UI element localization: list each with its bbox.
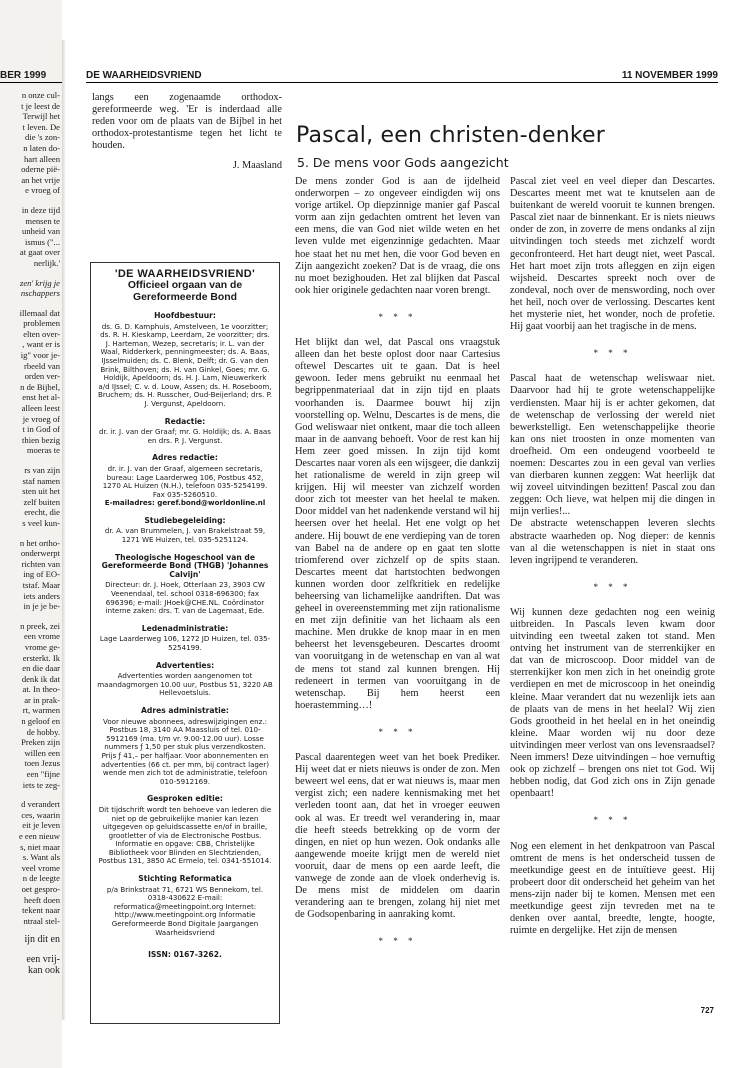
article-subtitle: 5. De mens voor Gods aangezicht (297, 155, 509, 170)
article-paragraph: Nog een element in het denkpatroon van Pascal omtrent de mens is het onderscheid tussen de meetkundige geest en de intuïtieve geest. Hij probeert door dit onderscheid het geheim van het mens-zijn nader bij te komen. Mensen met een meetkundige geest zijn tevreden met na te denken over aantal, breedte, lengte, hoogte, ruimte en dergelijke. Het zijn de mensen (510, 840, 715, 937)
colophon-text: p/a Brinkstraat 71, 6721 WS Bennekom, tel. 0318-430622 E-mail: reformatica@meetingpoint.org Internet: http://www.meetingpoint.org Informatie Gereformeerde Bond Digitale Jaargangen Waarheidsvriend (106, 884, 264, 937)
previous-article-ending: langs een zogenaamde orthodox-gereformeerde weg. 'Er is inderdaad alle reden voor om de plaats van de Bijbel in het orthodox-protestantisme tegen het licht te houden. (92, 92, 282, 152)
article-column-right (510, 176, 715, 937)
colophon-heading: Studiebegeleiding: (144, 515, 226, 525)
section-divider: * * * (593, 581, 632, 592)
section-divider: * * * (378, 936, 417, 947)
colophon-text: ds. G. D. Kamphuis, Amstelveen, 1e voorzitter; ds. R. H. Kieskamp, Leerdam, 2e voorzitter; drs. J. Harteman, Wezep, secretaris; ir. L. van der Waal, Ridderkerk, penningmeester; ds. A. Baas, IJsselmuiden; ds. C. Blenk, Delft; dr. G. van den Brink, Bilthoven; ds. H. van Ginkel, Goes; mr. G. Holdijk, Apeldoorn; ds. H. J. Lam, Nieuwerkerk a/d IJssel; C. v. d. Louw, Assen; ds. H. Roseboom, Bruchem; ds. H. Russcher, Oud-Beijerland; drs. P. J. Vergunst, Apeldoorn. (97, 321, 273, 408)
section-divider: * * * (378, 726, 417, 737)
colophon-text: Advertenties worden aangenomen tot maandagmorgen 10.00 uur, Postbus 51, 3220 AB Hellevoetsluis. (97, 671, 273, 698)
colophon-text: dr. ir. J. van der Graaf; mr. G. Holdijk; ds. A. Baas en drs. P. J. Vergunst. (99, 427, 271, 445)
article-paragraph: Pascal daarentegen weet van het boek Prediker. Hij weet dat er niets nieuws is onder de zon. Men beweert wel eens, dat er wat nieuws is, maar men vergist zich; een nadere kennismaking met het verleden toont aan, dat het in vroeger eeuwen ook al was. Er treedt wel verandering in, maar die heeft steeds betrekking op de vorm der dingen, en niet op hun wezen. Ook ondanks alle aangewende moeite krijgt men de wereld niet vooruit, daar de mens op een aarde leeft, die vanwege de zonde aan de vloek onderhevig is. De mens mist de middelen om daarin verandering aan te brengen, zolang hij niet met de Godsopenbaring in aanraking komt. (295, 752, 500, 921)
article-column-middle (295, 176, 500, 961)
prev-paragraph: n onze cul- t je leest de Terwijl het t leven. De die 's zon- n laten do- hart alleen oderne pië- an het vrije e vroeg of (21, 90, 60, 196)
colophon-subtitle: Officieel orgaan van de Gereformeerde Bond (127, 280, 243, 303)
colophon-heading: Adres administratie: (141, 705, 229, 715)
prev-paragraph: een vrij- kan ook (26, 953, 60, 976)
colophon-heading: Ledenadministratie: (141, 623, 229, 633)
colophon-heading: Advertenties: (155, 660, 215, 670)
colophon-heading: Adres redactie: (152, 453, 218, 463)
section-divider: * * * (593, 815, 632, 826)
colophon-heading: Redactie: (164, 416, 206, 426)
colophon-heading: Theologische Hogeschool van de Gereformeerde Bond (THGB) 'Johannes Calvijn' (101, 552, 269, 579)
colophon-heading: Hoofdbestuur: (154, 311, 216, 320)
colophon-heading: Gesproken editie: (147, 794, 223, 804)
article-paragraph: De mens zonder God is aan de ijdelheid onderworpen – zo ongeveer eindigden wij ons vorige artikel. Op diepzinnige manier gaf Pascal vorm aan zijn gedachten omtrent het leven van een mens, die van God niet wilde weten en het leven vulde met eigenzinnige gedachten. Maar hoe staat het nu met hen, die voor God beven en Zijn aangezicht zoeken? Dat is de vraag, die ons nu moet bezighouden. Het zal blijken dat Pascal ook hier originele gedachten naar voren brengt. (295, 176, 500, 296)
colophon-text: Dit tijdschrift wordt ten behoeve van lederen die niet op de gebruikelijke manier kan lezen uitgegeven op geluidscassette en/of in braille, grootletter of via de Electronische Postbus. Informatie en opgave: CBB, Christelijke Bibliotheek voor Blinden en Slechtzienden, Postbus 131, 3850 AC Ermelo, tel. 0341-551014. (98, 804, 272, 866)
colophon-text: Voor nieuwe abonnees, adreswijzigingen enz.: Postbus 18, 3140 AA Maassluis of tel. 010-5912169 (ma. t/m vr. 9.00-12.00 uur). Losse nummers ƒ 1,50 per stuk plus verzendkosten. Prijs ƒ 41,– per halfjaar. Voor abonnementen en advertenties (66 ct. per mm, bij contract lager) wende men zich tot de administratie, telefoon 010-5912169. (101, 716, 269, 786)
issn-number: ISSN: 0167-3262. (148, 950, 222, 960)
colophon-text: dr. ir. J. van der Graaf, algemeen secretaris, bureau: Lage Laarderweg 106, Postbus 452, 1270 AL Huizen (N.H.), telefoon 035-5254199. Fax 035-5260510. (102, 463, 268, 499)
section-divider: * * * (378, 311, 417, 322)
prev-paragraph: d verandert ces, waarin eit je leven e een nieuw s, niet maar s. Want als veel vrome n de leegte oet gespro- heeft doen tekent naar ntraal stel- (18, 799, 60, 926)
article-paragraph: Pascal haat de wetenschap weliswaar niet. Daarvoor had hij te grote wetenschappelijke verdiensten. Maar hij is er achter gekomen, dat de wetenschap de verlossing der wereld niet bewerkstelligt. Een wetenschappelijke theorie kan ons niet troosten in onze momenten van droefheid. Om een ondeugend voorbeeld te noemen: Descartes zou in een geval van verlies van dierbaren kunnen zeggen: Wat heerlijk dat wij zoveel uitvindingen bezitten! Pascal zou dan zeggen: Och lieve, wat helpen mij die dingen in mijn verlies!... De abstracte wetenschappen leveren slechts abstracte waarheden op. Nog dieper: de kennis van al die wetenschappen is niet in staat ons leven ingrijpend te veranderen. (510, 373, 715, 566)
prev-paragraph: in deze tijd mensen te unheid van ismus ("... at gaat over nerlijk.' (19, 204, 60, 268)
colophon-heading: Stichting Reformatica (138, 874, 232, 884)
previous-page-text (0, 90, 60, 1010)
colophon-text: dr. A. van Brummelen, J. van Brakelstraat 59, 1271 WE Huizen, tel. 035-5251124. (104, 526, 266, 545)
article-paragraph: Het blijkt dan wel, dat Pascal ons vraagstuk alleen dan het beste oplost door naar Cartesius oftewel Descartes uit te gaan. Dat is heel gewoon. Ieder mens gebruikt nu eenmaal het begrippenmateriaal dat in zijn tijd en plaats voorhanden is. Daarmee bouwt hij zijn voorstelling op. Welnu, Descartes is de mens, die God weliswaar niet ontkent, maar die toch alleen maar in de aanvang behoeft. Voor de rest kan hij Hem zeer goed missen. In zijn tijd komt Descartes naar voren als een wijsgeer, die dankzij het rationalisme de wereld in zijn greep wil krijgen. Hij wil meester van zichzelf worden door zich tot meester van het heelal te maken. Door middel van het nadenkende verstand wil hij heersen over het heelal. Het ene volgt op het andere. Hij bouwt de ene verdieping van de toren van Babel na de andere op en gaat ten slotte triomferend over zichzelf op de spits staan. Descartes meent dat hartstochten bedwongen kunnen worden door zelfkritiek en redelijke beheersing van lichamelijke aandriften. Dat was geheel in overeenstemming met zijn rationalisme en met zijn definitie van het lichaam als een machine. Men drukke de knop maar in en men beheerst het levensgebeuren. Descartes droomt van vooruitgang in de wetenschap en van al wat de mens tot stand zal kunnen brengen. Hij redeneert in termen van vooruitgang in de wetenschap. Bij hem heerst een hoerastemming…! (295, 337, 500, 711)
prev-paragraph: zen' krijg je nschappers (19, 277, 60, 299)
article-paragraph: Pascal ziet veel en veel dieper dan Descartes. Descartes meent met wat te knutselen aan de buitenkant de wereld vooruit te kunnen brengen. Pascal ziet naar de binnenkant. Er is niets nieuws onder de zon, in zoverre de mens ondanks al zijn uitvindingen toch steeds met zichzelf wordt geconfronteerd. Het hart deugt niet, weet Pascal. Het hart moet zijn trots afleggen en zijn eigen wijsheid. Descartes spreekt noch over de zondeval, noch over de menswording, noch over het heil, noch over de verlossing. Descartes kent het mysterie niet, het wonder, noch de profetie. Hij gaat voorbij aan het tragische in de mens. (510, 176, 715, 333)
issue-date: 11 NOVEMBER 1999 (621, 70, 718, 81)
colophon-email: E-mailadres: geref.bond@worldonline.nl (104, 498, 266, 508)
prev-paragraph: n preek, zei een vrome vrome ge- ersterkt. Ik en die daar denk ik dat at. In theo- ar in prak- rt, warmen n geloof en de hobby. Preken zijn willen een toen Jezus een "fijne iets te zeg- (20, 620, 60, 790)
prev-paragraph: illemaal dat problemen elten over- , want er is ig" voor je- rbeeld van orden ver- n de Bijbel, enst het al- alleen leest je vroeg of t in God of thien bezig moeras te (19, 307, 60, 456)
colophon-box (90, 262, 280, 1024)
author-signature: J. Maasland (232, 160, 282, 172)
colophon-title: 'DE WAARHEIDSVRIEND' (114, 268, 256, 280)
page-fold (62, 40, 66, 1020)
magazine-name: DE WAARHEIDSVRIEND (86, 70, 202, 81)
article-title: Pascal, een christen-denker (296, 123, 605, 148)
prev-paragraph: ijn dit en (24, 934, 60, 946)
column-left (92, 92, 282, 173)
page-header (86, 70, 718, 83)
article-paragraph: Wij kunnen deze gedachten nog een weinig uitbreiden. In Pascals leven kwam door uitvinding een tweetal zaken tot stand. Men ontving het instrument van de sterrenkijker en dat van de microscoop. Door middel van de sterrenkijker kon men zich in het oneindig grote verdiepen en met de microscoop in het oneindig kleine. Maar verandert dat nu wezenlijk iets aan de plaats van de mens in het heelal? Wij zien Gods grootheid in het heelal en in het oneindig kleine. Maar worden wij nu door deze uitvindingen meer verlost van ons levensraadsel? Neen immers! Deze uitvindingen – hoe vernuftig ook op zichzelf – brengen ons niet tot God. Wij hebben nodig, dat God zich ons in Zijn genade openbaart! (510, 606, 715, 800)
section-divider: * * * (593, 348, 632, 359)
prev-paragraph: n het ortho- onderwerpt richten van ing of EO- tstaf. Maar iets anders in je je be- (19, 537, 60, 612)
colophon-text: Directeur: dr. J. Hoek, Otterlaan 23, 3903 CW Veenendaal, tel. school 0318-696300; fax 696396; e-mail: JHoek@CHE.NL. Coördinator interne zaken: drs. T. van de Lagemaat, Ede. (105, 580, 265, 616)
prev-paragraph: rs van zijn staf namen sten uit het zelf buiten erecht, die s veel kun- (22, 465, 60, 528)
previous-page-header: BER 1999 (0, 70, 62, 83)
colophon-text: Lage Laarderweg 106, 1272 JD Huizen, tel. 035-5254199. (99, 634, 271, 652)
page-number: 727 (700, 1006, 714, 1015)
